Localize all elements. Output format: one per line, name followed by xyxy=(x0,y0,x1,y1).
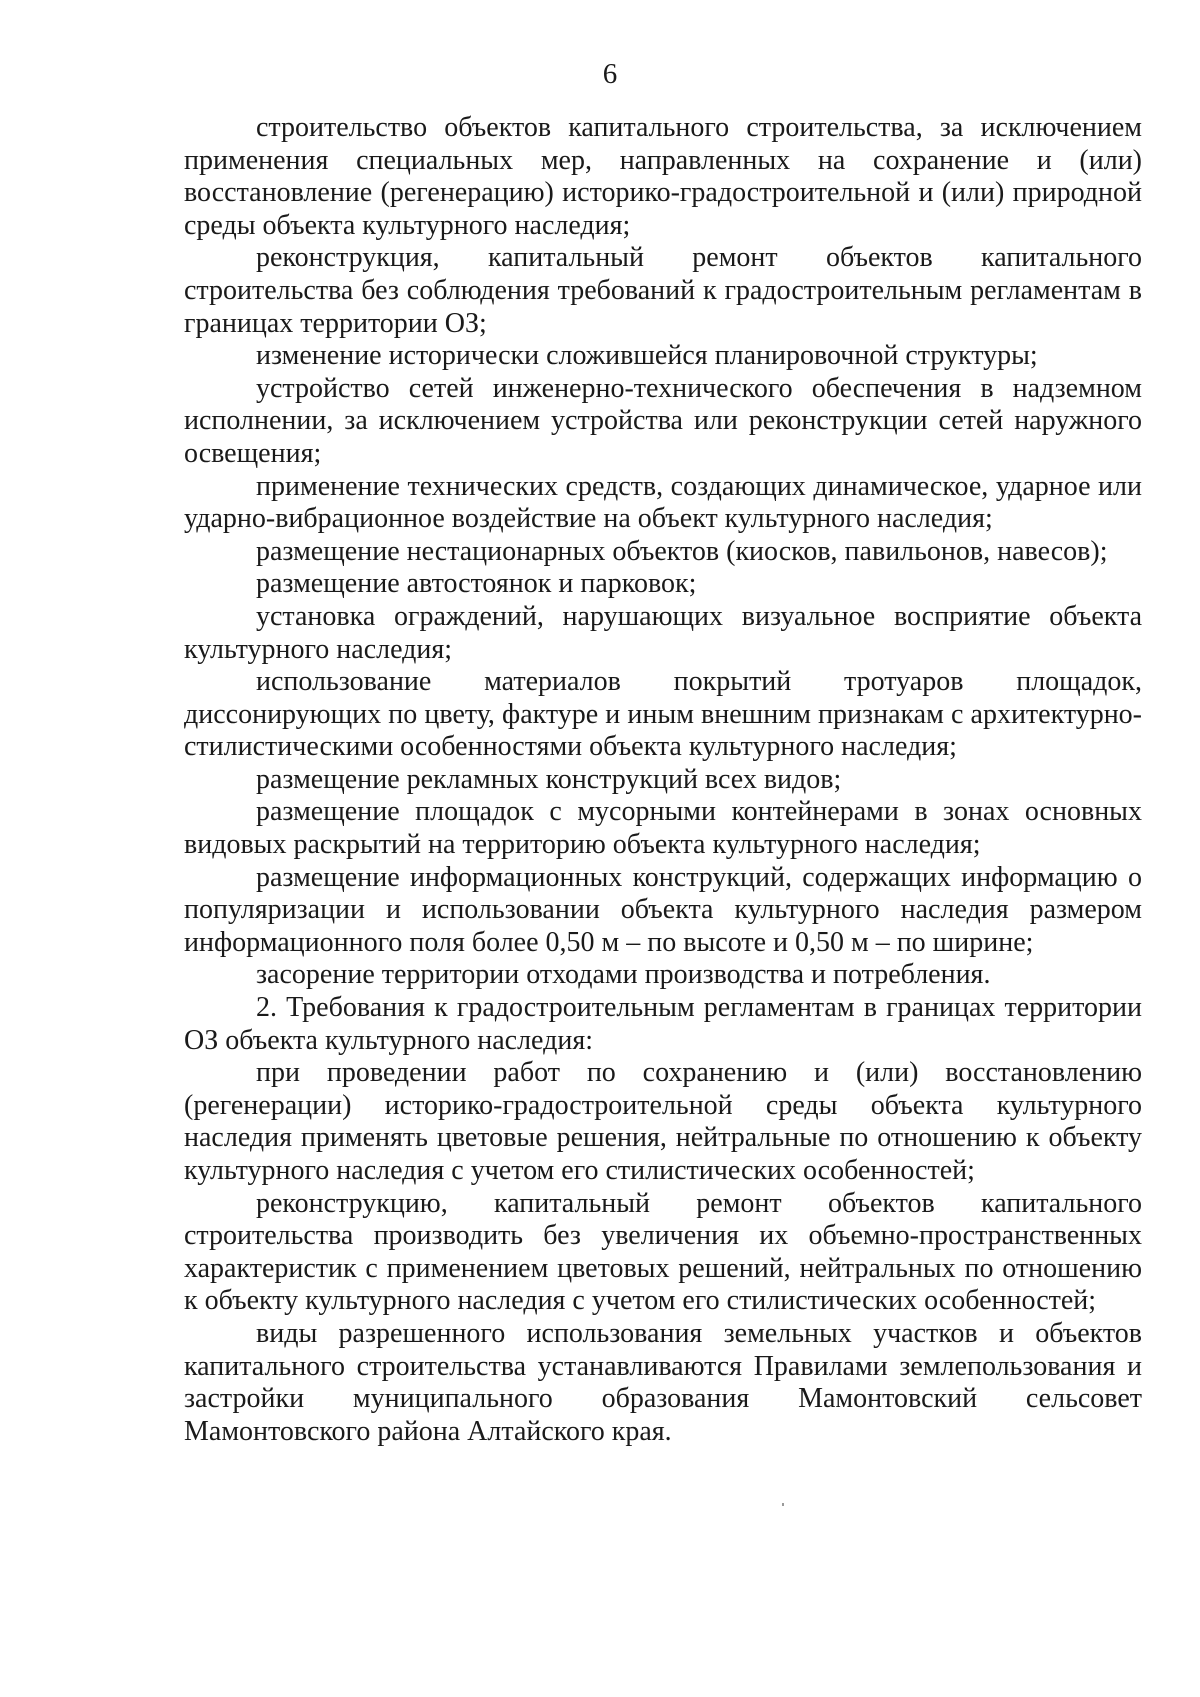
scan-speck xyxy=(782,1503,784,1506)
paragraph-prohibition-technical-means: применение технических средств, создающих динамическое, ударное или ударно-вибрационное воздействие на объект культурного наследия; xyxy=(184,470,1142,535)
paragraph-prohibition-parking: размещение автостоянок и парковок; xyxy=(256,568,697,600)
section-heading-requirements: 2. Требования к градостроительным регламентам в границах территории ОЗ объекта культурного наследия: xyxy=(184,992,1142,1056)
paragraph-prohibition-fences: установка ограждений, нарушающих визуальное восприятие объекта культурного наследия; xyxy=(184,600,1142,665)
paragraph-prohibition-materials: использование материалов покрытий тротуаров площадок, диссонирующих по цвету, фактуре и иным внешним признакам с архитектурно-стилистическими особенностями объекта культурного наследия; xyxy=(184,666,1142,763)
paragraph-prohibition-reconstruction: реконструкция, капитальный ремонт объектов капитального строительства без соблюдения требований к градостроительным регламентам в границах территории ОЗ; xyxy=(184,242,1142,339)
paragraph-prohibition-waste-containers: размещение площадок с мусорными контейнерами в зонах основных видовых раскрытий на территорию объекта культурного наследия; xyxy=(184,796,1142,861)
paragraph-requirement-reconstruction: реконструкцию, капитальный ремонт объектов капитального строительства производить без увеличения их объемно-пространственных характеристик с применением цветовых решений, нейтральных по отношению к объекту культурного наследия с учетом его стилистических особенностей; xyxy=(184,1187,1142,1317)
paragraph-prohibition-networks: устройство сетей инженерно-технического обеспечения в надземном исполнении, за исключением устройства или реконструкции сетей наружного освещения; xyxy=(184,372,1142,469)
paragraph-prohibition-info-structures: размещение информационных конструкций, содержащих информацию о популяризации и использовании объекта культурного наследия размером информационного поля более 0,50 м – по высоте и 0,50 м – по ширине; xyxy=(184,861,1142,958)
paragraph-prohibition-advertising: размещение рекламных конструкций всех видов; xyxy=(256,763,842,795)
document-body xyxy=(184,112,1142,1448)
paragraph-prohibition-planning-structure: изменение исторически сложившейся планировочной структуры; xyxy=(256,340,1038,372)
paragraph-requirement-colors: при проведении работ по сохранению и (или) восстановлению (регенерации) историко-градостроительной среды объекта культурного наследия применять цветовые решения, нейтральные по отношению к объекту культурного наследия с учетом его стилистических особенностей; xyxy=(184,1057,1142,1186)
paragraph-prohibition-kiosks: размещение нестационарных объектов (киосков, павильонов, навесов); xyxy=(256,535,1108,567)
paragraph-requirement-land-use: виды разрешенного использования земельных участков и объектов капитального строительства устанавливаются Правилами землепользования и застройки муниципального образования Мамонтовский сельсовет Мамонтовского района Алтайского края. xyxy=(184,1317,1142,1447)
paragraph-prohibition-construction: строительство объектов капитального строительства, за исключением применения специальных мер, направленных на сохранение и (или) восстановление (регенерацию) историко-градостроительной и (или) природной среды объекта культурного наследия; xyxy=(184,112,1142,241)
paragraph-prohibition-littering: засорение территории отходами производства и потребления. xyxy=(256,959,991,991)
page-number: 6 xyxy=(602,58,618,90)
